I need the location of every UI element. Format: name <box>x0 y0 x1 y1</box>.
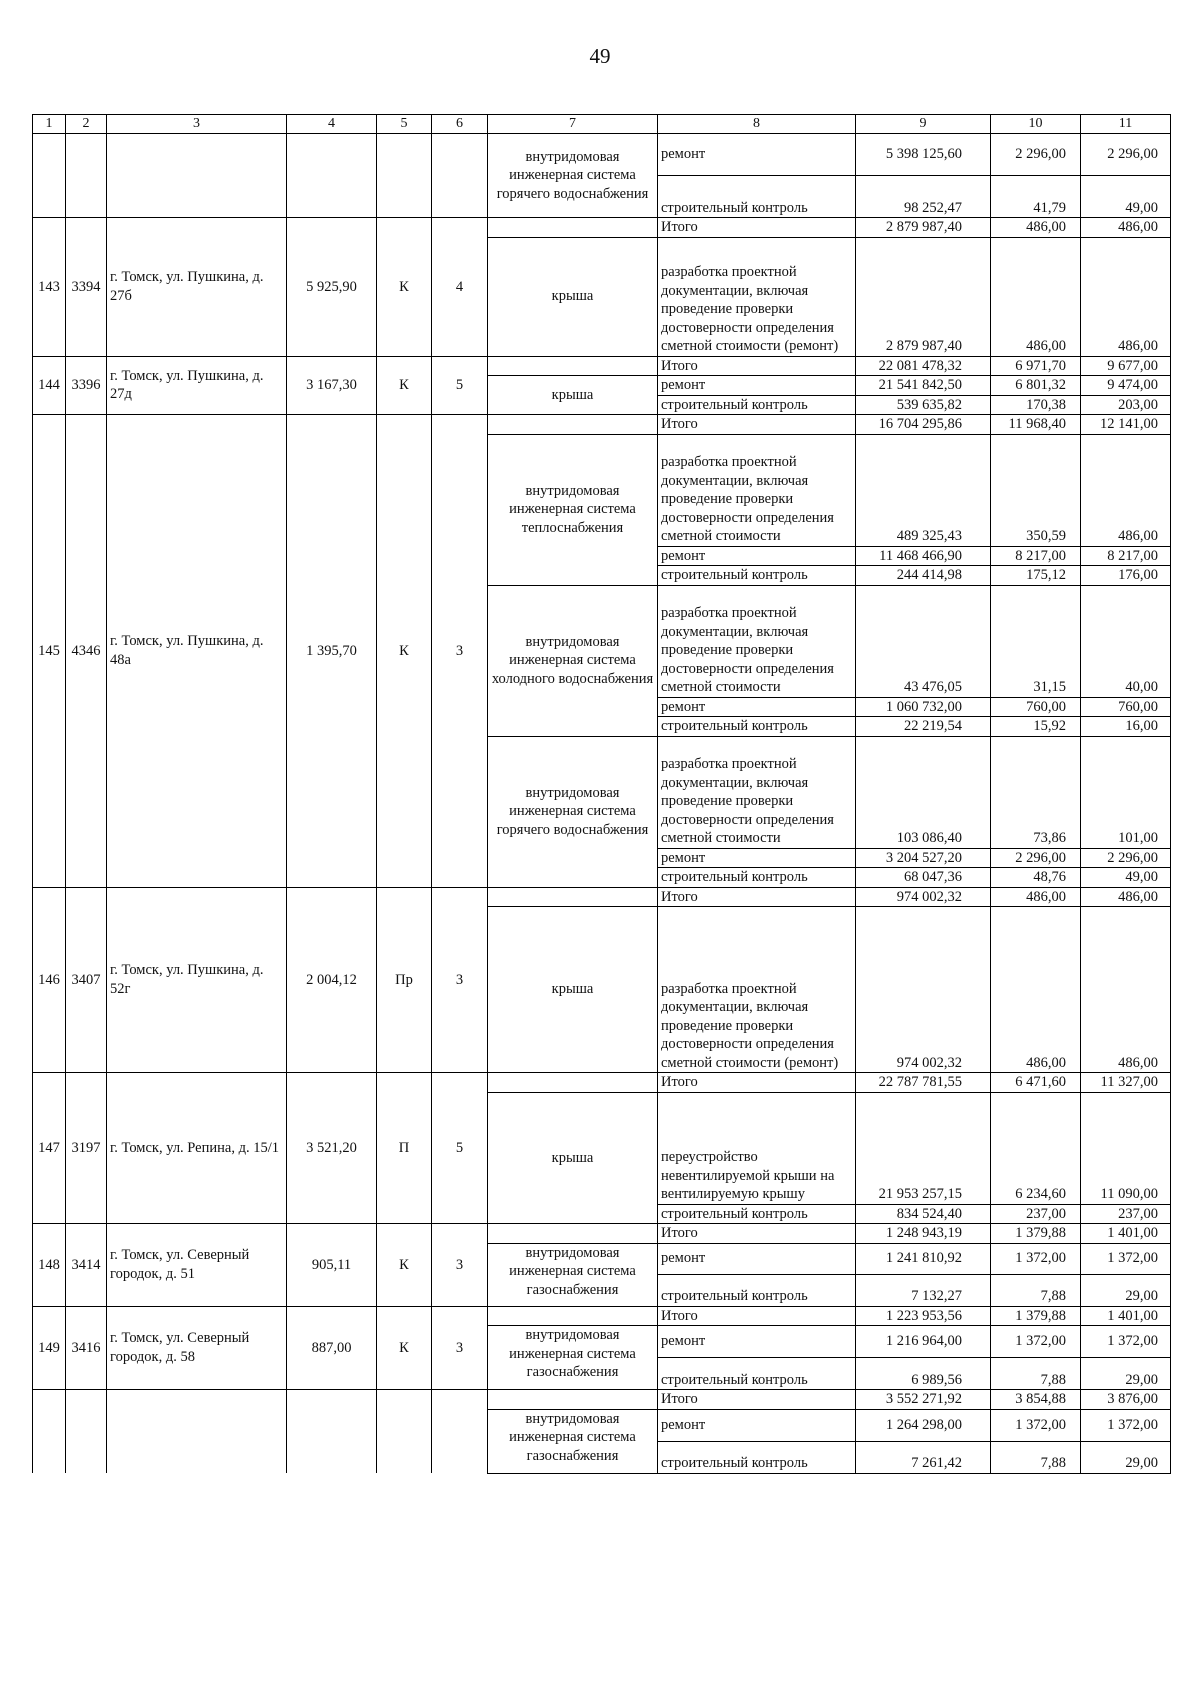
cost-cell: 8 217,00 <box>991 546 1081 566</box>
cost-cell: 6 234,60 <box>991 1092 1081 1204</box>
cost-cell: 170,38 <box>991 395 1081 415</box>
system-cell: внутридомовая инженерная система горячего водоснабжения <box>488 134 658 218</box>
total-cell: 1 223 953,56 <box>856 1306 991 1326</box>
cost-cell: 29,00 <box>1081 1274 1171 1306</box>
page-number: 49 <box>589 44 611 68</box>
cost-cell: 103 086,40 <box>856 736 991 848</box>
address-cell: г. Томск, ул. Северный городок, д. 51 <box>107 1224 287 1307</box>
cost-cell: 7,88 <box>991 1441 1081 1473</box>
cost-cell: 834 524,40 <box>856 1204 991 1224</box>
work-type-cell: строительный контроль <box>658 868 856 888</box>
total-label: Итого <box>658 356 856 376</box>
cost-cell: 203,00 <box>1081 395 1171 415</box>
record-id: 3407 <box>66 887 107 1073</box>
table-row <box>33 415 1171 435</box>
cost-cell: 73,86 <box>991 736 1081 848</box>
record-number: 145 <box>33 415 66 888</box>
cost-cell: 1 216 964,00 <box>856 1326 991 1358</box>
material-cell: К <box>377 415 432 888</box>
total-cell: 1 401,00 <box>1081 1224 1171 1244</box>
column-header: 4 <box>287 115 377 134</box>
cost-cell: 49,00 <box>1081 868 1171 888</box>
floors-cell: 4 <box>432 218 488 357</box>
cost-cell: 40,00 <box>1081 585 1171 697</box>
cost-cell: 49,00 <box>1081 176 1171 218</box>
cost-cell: 22 219,54 <box>856 717 991 737</box>
cost-cell: 7,88 <box>991 1358 1081 1390</box>
work-type-cell: ремонт <box>658 1409 856 1441</box>
cost-cell: 760,00 <box>1081 697 1171 717</box>
work-type-cell: ремонт <box>658 1326 856 1358</box>
cost-cell: 7 261,42 <box>856 1441 991 1473</box>
total-cell: 11 968,40 <box>991 415 1081 435</box>
area-cell: 3 167,30 <box>287 356 377 415</box>
cost-cell: 760,00 <box>991 697 1081 717</box>
total-cell: 3 552 271,92 <box>856 1390 991 1410</box>
repair-schedule-table <box>32 114 1171 1474</box>
cost-cell: 98 252,47 <box>856 176 991 218</box>
cost-cell: 237,00 <box>991 1204 1081 1224</box>
floors-cell: 3 <box>432 1224 488 1307</box>
address-cell: г. Томск, ул. Пушкина, д. 52г <box>107 887 287 1073</box>
area-cell: 887,00 <box>287 1306 377 1390</box>
cost-cell: 11 090,00 <box>1081 1092 1171 1204</box>
material-cell: К <box>377 218 432 357</box>
cost-cell: 6 801,32 <box>991 376 1081 396</box>
table-row <box>33 887 1171 907</box>
address-cell: г. Томск, ул. Пушкина, д. 48а <box>107 415 287 888</box>
material-cell: К <box>377 1224 432 1307</box>
total-cell: 486,00 <box>1081 887 1171 907</box>
work-type-cell: строительный контроль <box>658 566 856 586</box>
total-cell: 486,00 <box>1081 218 1171 238</box>
cost-cell: 7 132,27 <box>856 1274 991 1306</box>
work-type-cell: ремонт <box>658 376 856 396</box>
cost-cell: 21 953 257,15 <box>856 1092 991 1204</box>
record-number: 149 <box>33 1306 66 1390</box>
cost-cell: 489 325,43 <box>856 434 991 546</box>
total-cell: 486,00 <box>991 218 1081 238</box>
cost-cell: 29,00 <box>1081 1441 1171 1473</box>
cost-cell: 68 047,36 <box>856 868 991 888</box>
table-row <box>33 1073 1171 1093</box>
record-number: 144 <box>33 356 66 415</box>
column-header: 3 <box>107 115 287 134</box>
material-cell: П <box>377 1073 432 1224</box>
column-header: 10 <box>991 115 1081 134</box>
floors-cell: 5 <box>432 356 488 415</box>
work-type-cell: ремонт <box>658 546 856 566</box>
work-type-cell: ремонт <box>658 848 856 868</box>
floors-cell: 3 <box>432 1306 488 1390</box>
cost-cell: 1 372,00 <box>1081 1243 1171 1274</box>
total-cell: 6 471,60 <box>991 1073 1081 1093</box>
cost-cell: 43 476,05 <box>856 585 991 697</box>
work-type-cell: строительный контроль <box>658 1441 856 1473</box>
table-row <box>33 356 1171 376</box>
cost-cell: 9 474,00 <box>1081 376 1171 396</box>
total-cell: 9 677,00 <box>1081 356 1171 376</box>
work-type-cell: ремонт <box>658 1243 856 1274</box>
cost-cell: 1 372,00 <box>991 1326 1081 1358</box>
area-cell: 905,11 <box>287 1224 377 1307</box>
column-header: 6 <box>432 115 488 134</box>
cost-cell: 2 879 987,40 <box>856 237 991 356</box>
cost-cell: 48,76 <box>991 868 1081 888</box>
cost-cell: 539 635,82 <box>856 395 991 415</box>
column-header-row <box>33 115 1171 134</box>
total-cell: 1 379,88 <box>991 1306 1081 1326</box>
record-id: 3197 <box>66 1073 107 1224</box>
work-type-cell: строительный контроль <box>658 717 856 737</box>
total-cell: 16 704 295,86 <box>856 415 991 435</box>
address-cell: г. Томск, ул. Пушкина, д. 27д <box>107 356 287 415</box>
area-cell: 5 925,90 <box>287 218 377 357</box>
work-type-cell: разработка проектной документации, включая проведение проверки достоверности определения сметной стоимости <box>658 585 856 697</box>
cost-cell: 31,15 <box>991 585 1081 697</box>
system-cell: внутридомовая инженерная система горячего водоснабжения <box>488 736 658 887</box>
cost-cell: 1 241 810,92 <box>856 1243 991 1274</box>
cost-cell: 1 372,00 <box>1081 1409 1171 1441</box>
cost-cell: 974 002,32 <box>856 907 991 1073</box>
record-number: 147 <box>33 1073 66 1224</box>
table-row <box>33 1224 1171 1244</box>
column-header: 11 <box>1081 115 1171 134</box>
total-cell: 1 401,00 <box>1081 1306 1171 1326</box>
record-id: 3396 <box>66 356 107 415</box>
material-cell: Пр <box>377 887 432 1073</box>
total-cell: 6 971,70 <box>991 356 1081 376</box>
cost-cell: 1 372,00 <box>991 1409 1081 1441</box>
total-cell: 22 787 781,55 <box>856 1073 991 1093</box>
address-cell: г. Томск, ул. Северный городок, д. 58 <box>107 1306 287 1390</box>
work-type-cell: строительный контроль <box>658 176 856 218</box>
table-row <box>33 1390 1171 1410</box>
cost-cell: 350,59 <box>991 434 1081 546</box>
cost-cell: 7,88 <box>991 1274 1081 1306</box>
system-cell: крыша <box>488 237 658 356</box>
cost-cell: 3 204 527,20 <box>856 848 991 868</box>
record-number: 143 <box>33 218 66 357</box>
cost-cell: 1 372,00 <box>1081 1326 1171 1358</box>
cost-cell: 486,00 <box>991 237 1081 356</box>
work-type-cell: разработка проектной документации, включая проведение проверки достоверности определения сметной стоимости (ремонт) <box>658 237 856 356</box>
total-label: Итого <box>658 887 856 907</box>
system-cell: крыша <box>488 376 658 415</box>
record-id: 4346 <box>66 415 107 888</box>
record-id: 3414 <box>66 1224 107 1307</box>
cost-cell: 486,00 <box>1081 434 1171 546</box>
cost-cell: 11 468 466,90 <box>856 546 991 566</box>
cost-cell: 41,79 <box>991 176 1081 218</box>
total-cell: 974 002,32 <box>856 887 991 907</box>
area-cell: 1 395,70 <box>287 415 377 888</box>
total-label: Итого <box>658 1073 856 1093</box>
address-cell: г. Томск, ул. Пушкина, д. 27б <box>107 218 287 357</box>
floors-cell: 5 <box>432 1073 488 1224</box>
work-type-cell: ремонт <box>658 697 856 717</box>
cost-cell: 16,00 <box>1081 717 1171 737</box>
cost-cell: 244 414,98 <box>856 566 991 586</box>
work-type-cell: переустройство невентилируемой крыши на вентилируемую крышу <box>658 1092 856 1204</box>
column-header: 2 <box>66 115 107 134</box>
cost-cell: 486,00 <box>991 907 1081 1073</box>
total-cell: 1 379,88 <box>991 1224 1081 1244</box>
total-label: Итого <box>658 1306 856 1326</box>
total-cell: 2 879 987,40 <box>856 218 991 238</box>
total-label: Итого <box>658 415 856 435</box>
cost-cell: 486,00 <box>1081 237 1171 356</box>
total-cell: 1 248 943,19 <box>856 1224 991 1244</box>
system-cell: внутридомовая инженерная система газоснабжения <box>488 1243 658 1306</box>
column-header: 5 <box>377 115 432 134</box>
record-number: 148 <box>33 1224 66 1307</box>
work-type-cell: разработка проектной документации, включая проведение проверки достоверности определения сметной стоимости <box>658 434 856 546</box>
address-cell: г. Томск, ул. Репина, д. 15/1 <box>107 1073 287 1224</box>
cost-cell: 6 989,56 <box>856 1358 991 1390</box>
cost-cell: 8 217,00 <box>1081 546 1171 566</box>
total-cell: 12 141,00 <box>1081 415 1171 435</box>
cost-cell: 29,00 <box>1081 1358 1171 1390</box>
system-cell: внутридомовая инженерная система холодного водоснабжения <box>488 585 658 736</box>
area-cell: 3 521,20 <box>287 1073 377 1224</box>
work-type-cell: разработка проектной документации, включая проведение проверки достоверности определения сметной стоимости <box>658 736 856 848</box>
column-header: 1 <box>33 115 66 134</box>
column-header: 9 <box>856 115 991 134</box>
cost-cell: 1 060 732,00 <box>856 697 991 717</box>
cost-cell: 1 372,00 <box>991 1243 1081 1274</box>
system-cell: крыша <box>488 907 658 1073</box>
material-cell: К <box>377 356 432 415</box>
system-cell: крыша <box>488 1092 658 1224</box>
floors-cell: 3 <box>432 887 488 1073</box>
work-type-cell: строительный контроль <box>658 1358 856 1390</box>
work-type-cell: ремонт <box>658 134 856 176</box>
total-cell: 486,00 <box>991 887 1081 907</box>
cost-cell: 175,12 <box>991 566 1081 586</box>
area-cell: 2 004,12 <box>287 887 377 1073</box>
column-header: 7 <box>488 115 658 134</box>
cost-cell: 15,92 <box>991 717 1081 737</box>
cost-cell: 101,00 <box>1081 736 1171 848</box>
work-type-cell: строительный контроль <box>658 395 856 415</box>
table-row <box>33 218 1171 238</box>
cost-cell: 2 296,00 <box>1081 134 1171 176</box>
total-cell: 11 327,00 <box>1081 1073 1171 1093</box>
cost-cell: 237,00 <box>1081 1204 1171 1224</box>
total-cell: 3 876,00 <box>1081 1390 1171 1410</box>
column-header: 8 <box>658 115 856 134</box>
cost-cell: 1 264 298,00 <box>856 1409 991 1441</box>
cost-cell: 176,00 <box>1081 566 1171 586</box>
table-row <box>33 1306 1171 1326</box>
total-cell: 22 081 478,32 <box>856 356 991 376</box>
total-label: Итого <box>658 1224 856 1244</box>
work-type-cell: строительный контроль <box>658 1274 856 1306</box>
cost-cell: 486,00 <box>1081 907 1171 1073</box>
work-type-cell: разработка проектной документации, включая проведение проверки достоверности определения сметной стоимости (ремонт) <box>658 907 856 1073</box>
record-number: 146 <box>33 887 66 1073</box>
cost-cell: 2 296,00 <box>991 848 1081 868</box>
work-type-cell: строительный контроль <box>658 1204 856 1224</box>
cost-cell: 5 398 125,60 <box>856 134 991 176</box>
cost-cell: 2 296,00 <box>1081 848 1171 868</box>
floors-cell: 3 <box>432 415 488 888</box>
cost-cell: 2 296,00 <box>991 134 1081 176</box>
material-cell: К <box>377 1306 432 1390</box>
record-id: 3416 <box>66 1306 107 1390</box>
total-label: Итого <box>658 1390 856 1410</box>
table-row <box>33 134 1171 176</box>
system-cell: внутридомовая инженерная система газоснабжения <box>488 1409 658 1473</box>
system-cell: внутридомовая инженерная система теплоснабжения <box>488 434 658 585</box>
total-cell: 3 854,88 <box>991 1390 1081 1410</box>
total-label: Итого <box>658 218 856 238</box>
record-id: 3394 <box>66 218 107 357</box>
cost-cell: 21 541 842,50 <box>856 376 991 396</box>
system-cell: внутридомовая инженерная система газоснабжения <box>488 1326 658 1390</box>
